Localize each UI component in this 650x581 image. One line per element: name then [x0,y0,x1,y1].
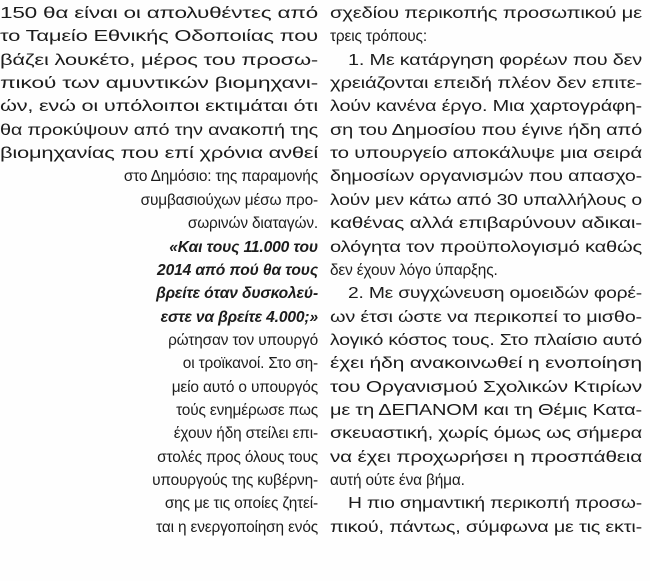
article-line: υπουργούς της κυβέρνη- [152,472,318,489]
article-line: έχουν ήδη στείλει επι- [173,425,318,443]
article-line: δημοσίων οργανισμών που απασχο- [330,168,642,186]
article-line: βιομηχανίας που επί χρόνια ανθεί [0,145,318,163]
article-line: 150 θα είναι οι απολυθέντες από [0,5,318,22]
article-line: να έχει προχωρήσει η προσπάθεια [330,448,643,466]
article-line: οι τροϊκανοί. Στο ση- [182,355,318,373]
article-line: ών, ενώ οι υπόλοιποι εκτιμάται ότι [0,98,318,116]
article-line: τρεις τρόπους: [330,28,427,46]
article-line: λογικό κόστος τους. Στο πλαίσιο αυτό [330,331,643,349]
article-line: ων έτσι ώστε να περικοπεί το μισθο- [330,308,642,326]
article-line: ση του Δημοσίου που έγινε ήδη από [330,121,643,139]
article-line: πικού, πάντως, σύμφωνα με τις εκτι- [330,518,642,536]
article-line: του Οργανισμού Σχολικών Κτιρίων [330,378,642,396]
article-line: συμβασιούχων μέσω προ- [140,191,318,209]
article-line: μείο αυτό ο υπουργός [171,378,318,396]
article-line: ολόγητα τον προϋπολογισμό καθώς [330,238,642,256]
article-line: βρείτε όταν δυσκολεύ- [156,285,318,303]
article-line: 2. Με συγχώνευση ομοειδών φορέ- [348,285,643,303]
article-line: το υπουργείο αποκάλυψε μια σειρά [330,145,642,163]
article-line: δεν έχουν λόγο ύπαρξης. [330,261,498,279]
article-line: θα προκύψουν από την ανακοπή της [0,121,318,139]
article-line: έχει ήδη ανακοινωθεί η ενοποίηση [330,355,642,373]
article-line: σκευαστική, χωρίς όμως ως σήμερα [330,425,642,443]
article-line: 1. Με κατάργηση φορέων που δεν [348,51,643,69]
article-line: στολές προς όλους τους [157,448,318,466]
article-line: εστε να βρείτε 4.000;» [160,308,318,326]
article-line: χρειάζονται επειδή πλέον δεν επιτε- [330,75,642,93]
article-line: σωρινών διαταγών. [187,215,318,233]
article-line: ται η ενεργοποίηση ενός [156,518,318,536]
article-line: πικού των αμυντικών βιομηχανι- [0,75,318,93]
article-line: βάζει λουκέτο, μέρος του προσω- [0,51,318,69]
article-line: σχεδίου περικοπής προσωπικού με [330,5,642,22]
article-line: 2014 από πού θα τους [157,261,318,279]
article-line: καθένας αλλά επιβαρύνουν αδικαι- [330,215,643,233]
article-line: το Ταμείο Εθνικής Οδοποιίας που [0,28,318,46]
article-line: λούν κανένα έργο. Μια χαρτογράφη- [330,98,642,116]
article-line: λούν μεν κάτω από 30 υπαλλήλους ο [330,191,642,209]
article-line: Η πιο σημαντική περικοπή προσω- [348,495,642,513]
article-line: «Και τους 11.000 του [169,238,318,256]
article-line: τούς ενημέρωσε πως [176,401,318,419]
article-line: ρώτησαν τον υπουργό [168,331,318,349]
article-line: σης με τις οποίες ζητεί- [164,495,318,513]
article-line: με τη ΔΕΠΑΝΟΜ και τη Θέμις Κατα- [330,401,643,419]
article-line: αυτή ούτε ένα βήμα. [330,472,465,489]
article-line: στο Δημόσιο: της παραμονής [123,168,318,186]
